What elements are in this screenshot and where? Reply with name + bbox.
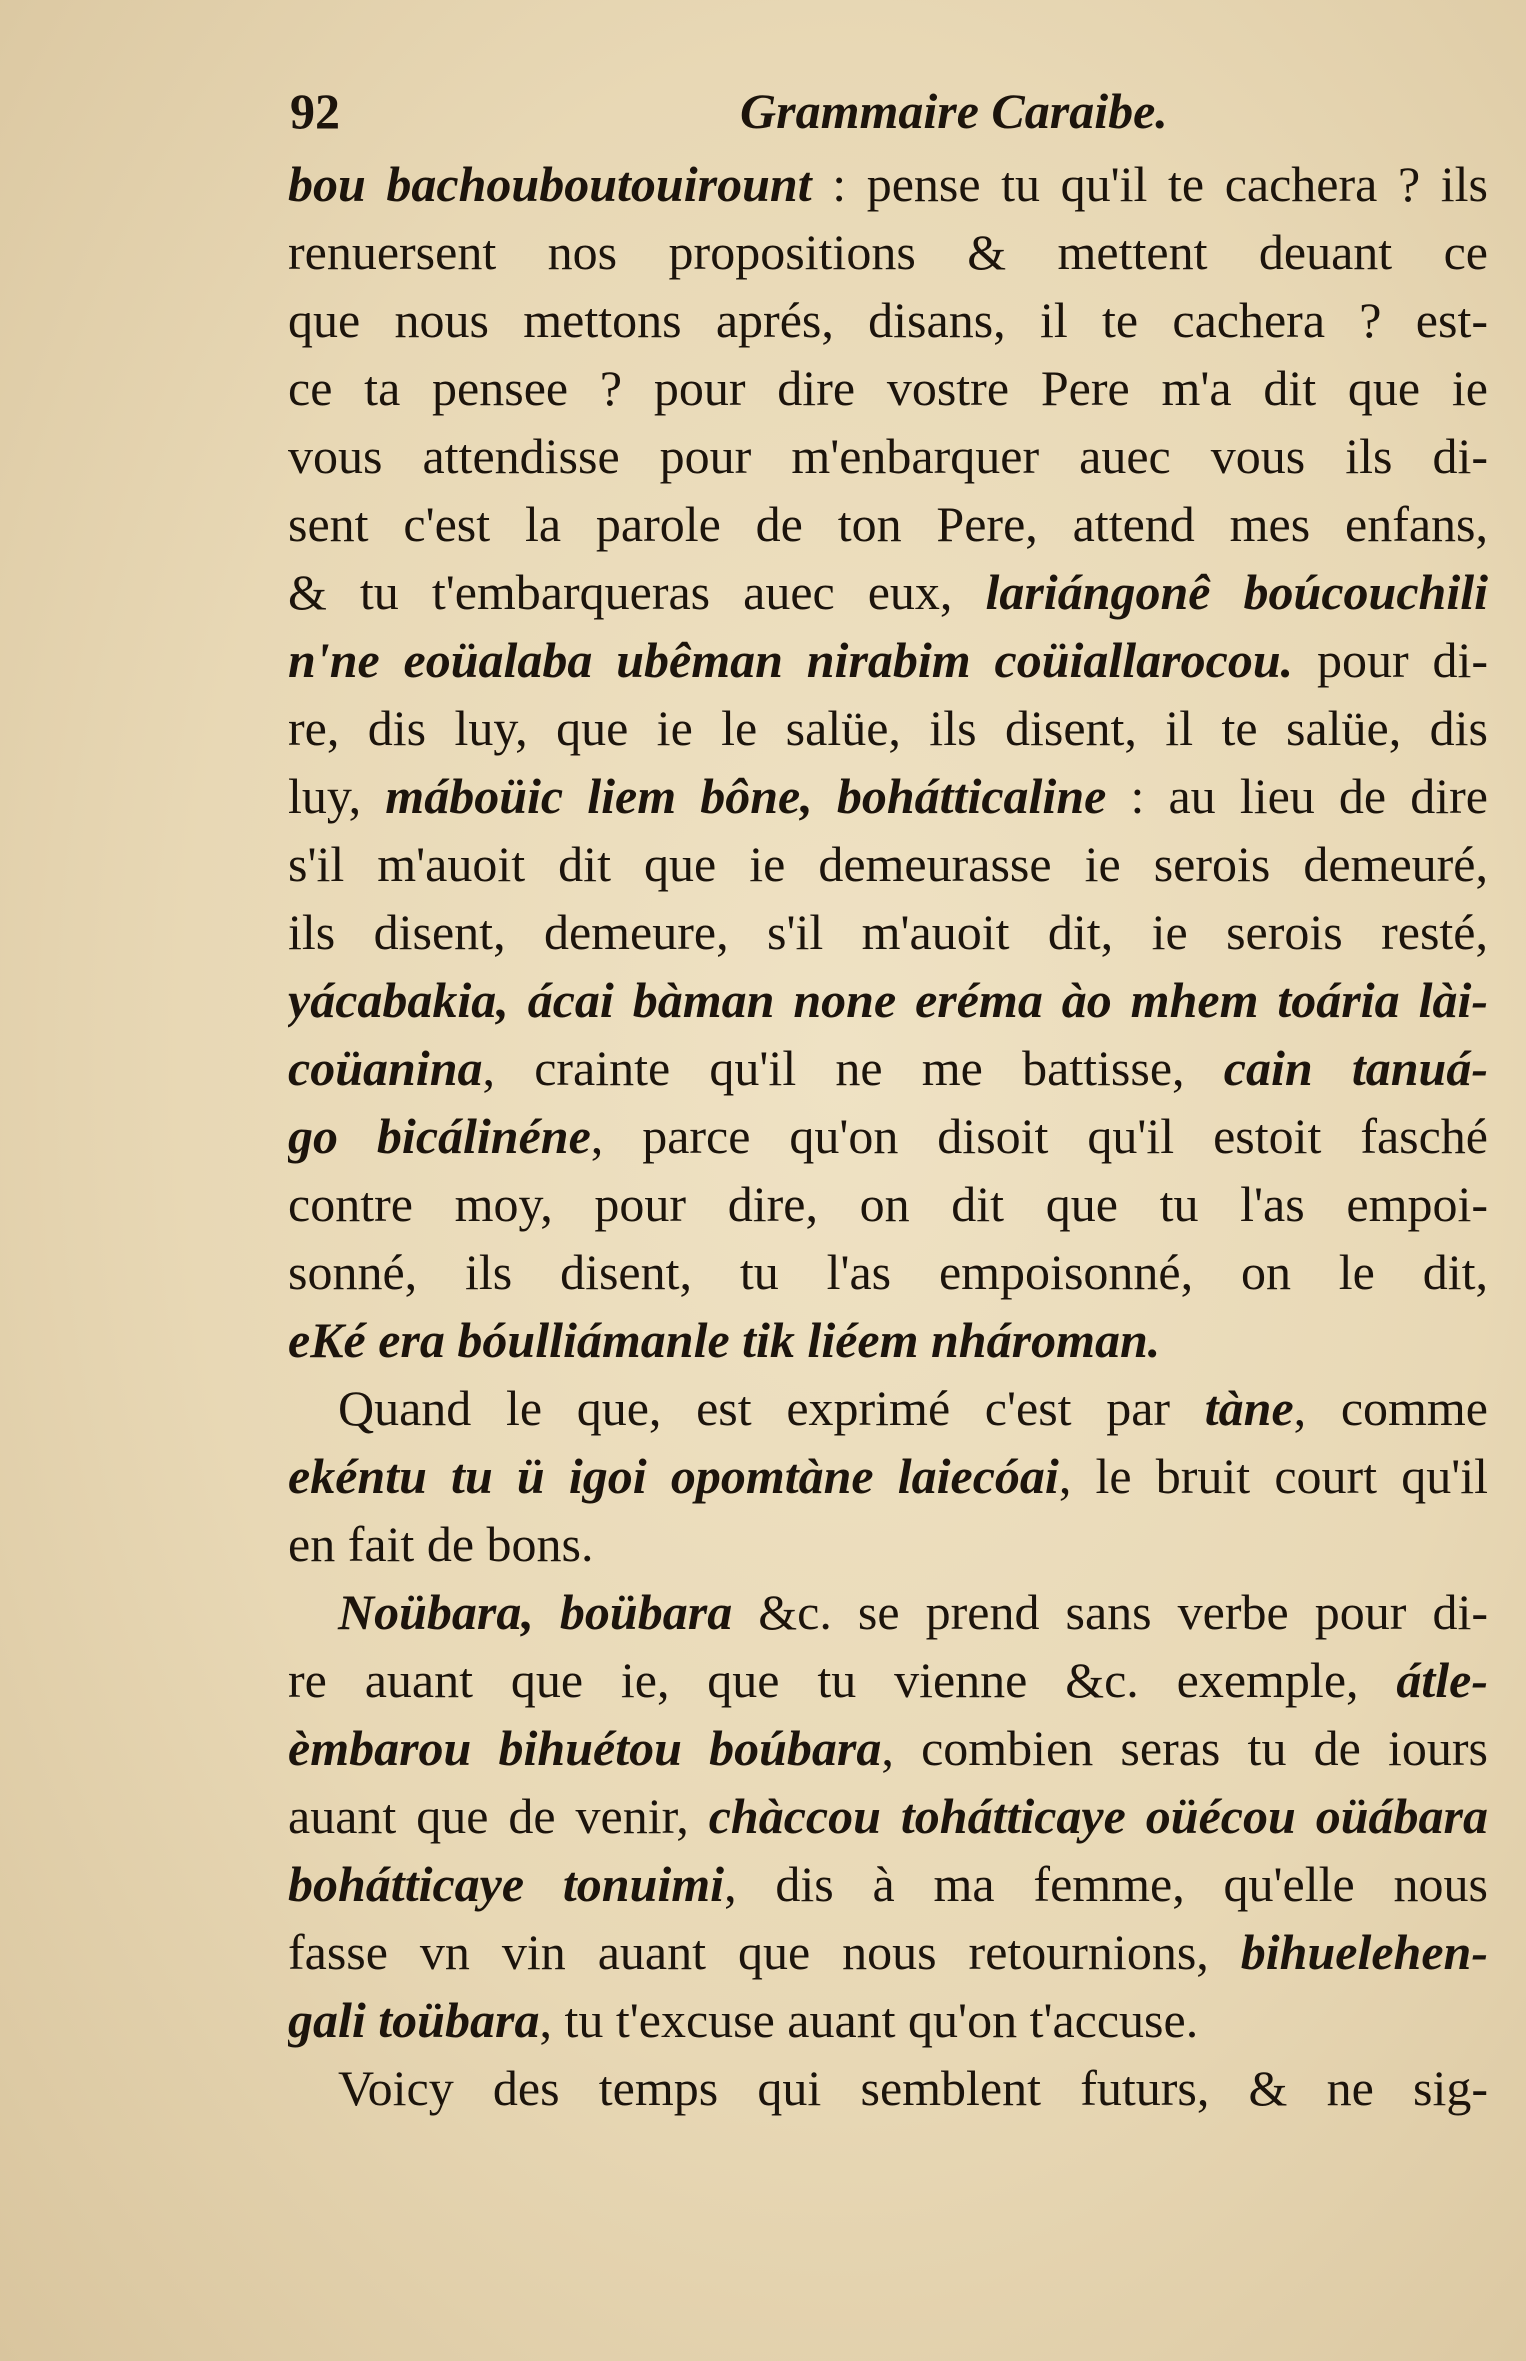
french-text: sonné, ils disent, tu l'as empoisonné, on le dit, (288, 1244, 1488, 1300)
french-text: Quand le que, est exprimé c'est par (338, 1380, 1205, 1436)
french-text: re, dis luy, que ie le salüe, ils disent, il te salüe, dis (288, 700, 1488, 756)
text-line (288, 1306, 1488, 1374)
text-line (288, 2054, 1488, 2122)
text-line (288, 1170, 1488, 1238)
running-title: Grammaire Caraibe. (740, 83, 1168, 139)
french-text: : pense tu qu'il te cachera ? ils (811, 156, 1488, 212)
caribbean-term: cain tanuá- (1223, 1040, 1488, 1096)
french-text: &c. se prend sans verbe pour di- (732, 1584, 1488, 1640)
text-line (288, 762, 1488, 830)
text-line (288, 490, 1488, 558)
caribbean-term: coüanina (288, 1040, 483, 1096)
french-text: ce ta pensee ? pour dire vostre Pere m'a dit que ie (288, 360, 1488, 416)
french-text: re auant que ie, que tu vienne &c. exemple, (288, 1652, 1397, 1708)
caribbean-term: chàccou tohátticaye oüécou oüábara (708, 1788, 1488, 1844)
text-line (288, 1714, 1488, 1782)
french-text: vous attendisse pour m'enbarquer auec vous ils di- (288, 428, 1488, 484)
text-line (288, 1238, 1488, 1306)
text-line (288, 218, 1488, 286)
caribbean-term: gali toübara (288, 1992, 540, 2048)
french-text: , crainte qu'il ne me battisse, (482, 1040, 1224, 1096)
text-line (288, 1646, 1488, 1714)
french-text: pour di- (1293, 632, 1488, 688)
french-text: que nous mettons aprés, disans, il te cachera ? est- (288, 292, 1488, 348)
text-line (288, 626, 1488, 694)
text-line (288, 898, 1488, 966)
french-text: en fait de bons. (288, 1516, 594, 1572)
french-text: , comme (1293, 1380, 1488, 1436)
page-header (290, 82, 1460, 152)
body-text (288, 150, 1488, 2122)
caribbean-term: bou bachouboutouirount (288, 156, 812, 212)
text-line (288, 1986, 1488, 2054)
text-line (288, 1850, 1488, 1918)
caribbean-term: yácabakia, ácai bàman none eréma ào mhem toária lài- (288, 972, 1488, 1028)
french-text: , dis à ma femme, qu'elle nous (724, 1856, 1488, 1912)
caribbean-term: go bicálinéne (288, 1108, 591, 1164)
caribbean-term: máboüic liem bône, bohátticaline (385, 768, 1107, 824)
text-line (288, 150, 1488, 218)
french-text: , combien seras tu de iours (881, 1720, 1488, 1776)
french-text: ils disent, demeure, s'il m'auoit dit, ie serois resté, (288, 904, 1488, 960)
text-line (288, 1782, 1488, 1850)
caribbean-term: tàne (1204, 1380, 1294, 1436)
french-text: renuersent nos propositions & mettent deuant ce (288, 224, 1488, 280)
french-text: , parce qu'on disoit qu'il estoit fasché (590, 1108, 1488, 1164)
french-text: , tu t'excuse auant qu'on t'accuse. (539, 1992, 1199, 2048)
text-line (288, 354, 1488, 422)
text-line (288, 694, 1488, 762)
text-line (288, 1442, 1488, 1510)
french-text: contre moy, pour dire, on dit que tu l'as empoi- (288, 1176, 1488, 1232)
text-line (288, 1102, 1488, 1170)
caribbean-term: Noübara, boübara (338, 1584, 733, 1640)
french-text: s'il m'auoit dit que ie demeurasse ie serois demeuré, (288, 836, 1488, 892)
text-line (288, 1918, 1488, 1986)
caribbean-term: bihuelehen- (1240, 1924, 1488, 1980)
french-text: : au lieu de dire (1106, 768, 1488, 824)
text-line (288, 1034, 1488, 1102)
caribbean-term: átle- (1396, 1652, 1488, 1708)
text-line (288, 1578, 1488, 1646)
caribbean-term: èmbarou bihuétou boúbara (288, 1720, 882, 1776)
text-line (288, 1510, 1488, 1578)
french-text: & tu t'embarqueras auec eux, (288, 564, 986, 620)
text-line (288, 286, 1488, 354)
caribbean-term: ekéntu tu ü igoi opomtàne laiecóai (288, 1448, 1059, 1504)
text-line (288, 422, 1488, 490)
caribbean-term: bohátticaye tonuimi (288, 1856, 725, 1912)
caribbean-term: eKé era bóulliámanle tik liéem nhároman. (288, 1312, 1161, 1368)
caribbean-term: lariángonê boúcouchili (985, 564, 1488, 620)
french-text: , le bruit court qu'il (1058, 1448, 1488, 1504)
french-text: auant que de venir, (288, 1788, 709, 1844)
text-line (288, 558, 1488, 626)
french-text: luy, (288, 768, 386, 824)
text-line (288, 830, 1488, 898)
text-line (288, 1374, 1488, 1442)
french-text: fasse vn vin auant que nous retournions, (288, 1924, 1241, 1980)
french-text: Voicy des temps qui semblent futurs, & ne sig- (338, 2060, 1488, 2116)
page-number: 92 (290, 83, 340, 139)
french-text: sent c'est la parole de ton Pere, attend mes enfans, (288, 496, 1488, 552)
caribbean-term: n'ne eoüalaba ubêman nirabim coüiallarocou. (288, 632, 1294, 688)
text-line (288, 966, 1488, 1034)
